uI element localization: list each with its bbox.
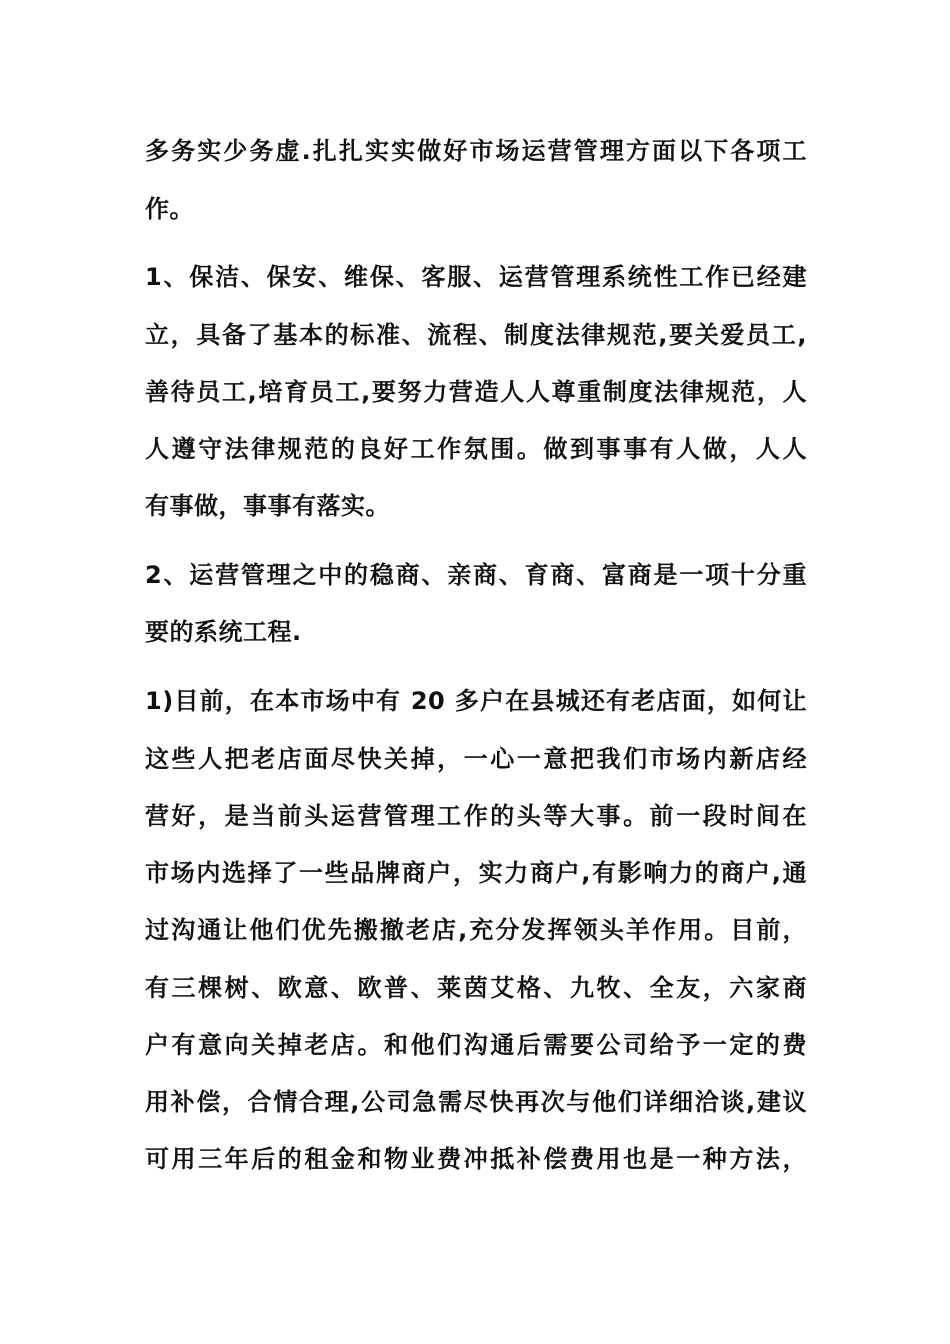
text-line: 要的系统工程. [145,618,302,646]
text-line: 人遵守法律规范的良好工作氛围。做到事事有人做，人人 [145,435,807,463]
text-line: 1、保洁、保安、维保、客服、运营管理系统性工作已经建 [145,263,807,291]
text-line: 这些人把老店面尽快关掉，一心一意把我们市场内新店经 [145,745,807,773]
text-line: 有事做，事事有落实。 [145,492,390,520]
text-line: 用补偿，合情合理,公司急需尽快再次与他们详细洽谈,建议 [145,1088,807,1116]
text-line: 作。 [145,195,194,223]
text-line: 多务实少务虚.扎扎实实做好市场运营管理方面以下各项工 [145,137,807,165]
text-line: 有三棵树、欧意、欧普、莱茵艾格、九牧、全友，六家商 [145,974,807,1002]
text-line: 营好，是当前头运营管理工作的头等大事。前一段时间在 [145,802,807,830]
text-line: 市场内选择了一些品牌商户，实力商户,有影响力的商户,通 [145,859,807,887]
text-line: 立，具备了基本的标准、流程、制度法律规范,要关爱员工, [145,321,807,349]
text-line: 1)目前，在本市场中有 20 多户在县城还有老店面，如何让 [145,687,807,715]
text-line: 过沟通让他们优先搬撤老店,充分发挥领头羊作用。目前， [145,916,807,944]
text-line: 善待员工,培育员工,要努力营造人人尊重制度法律规范，人 [145,378,807,406]
text-line: 户有意向关掉老店。和他们沟通后需要公司给予一定的费 [145,1031,807,1059]
text-line: 2、运营管理之中的稳商、亲商、育商、富商是一项十分重 [145,561,807,589]
text-line: 可用三年后的租金和物业费冲抵补偿费用也是一种方法， [145,1145,807,1173]
